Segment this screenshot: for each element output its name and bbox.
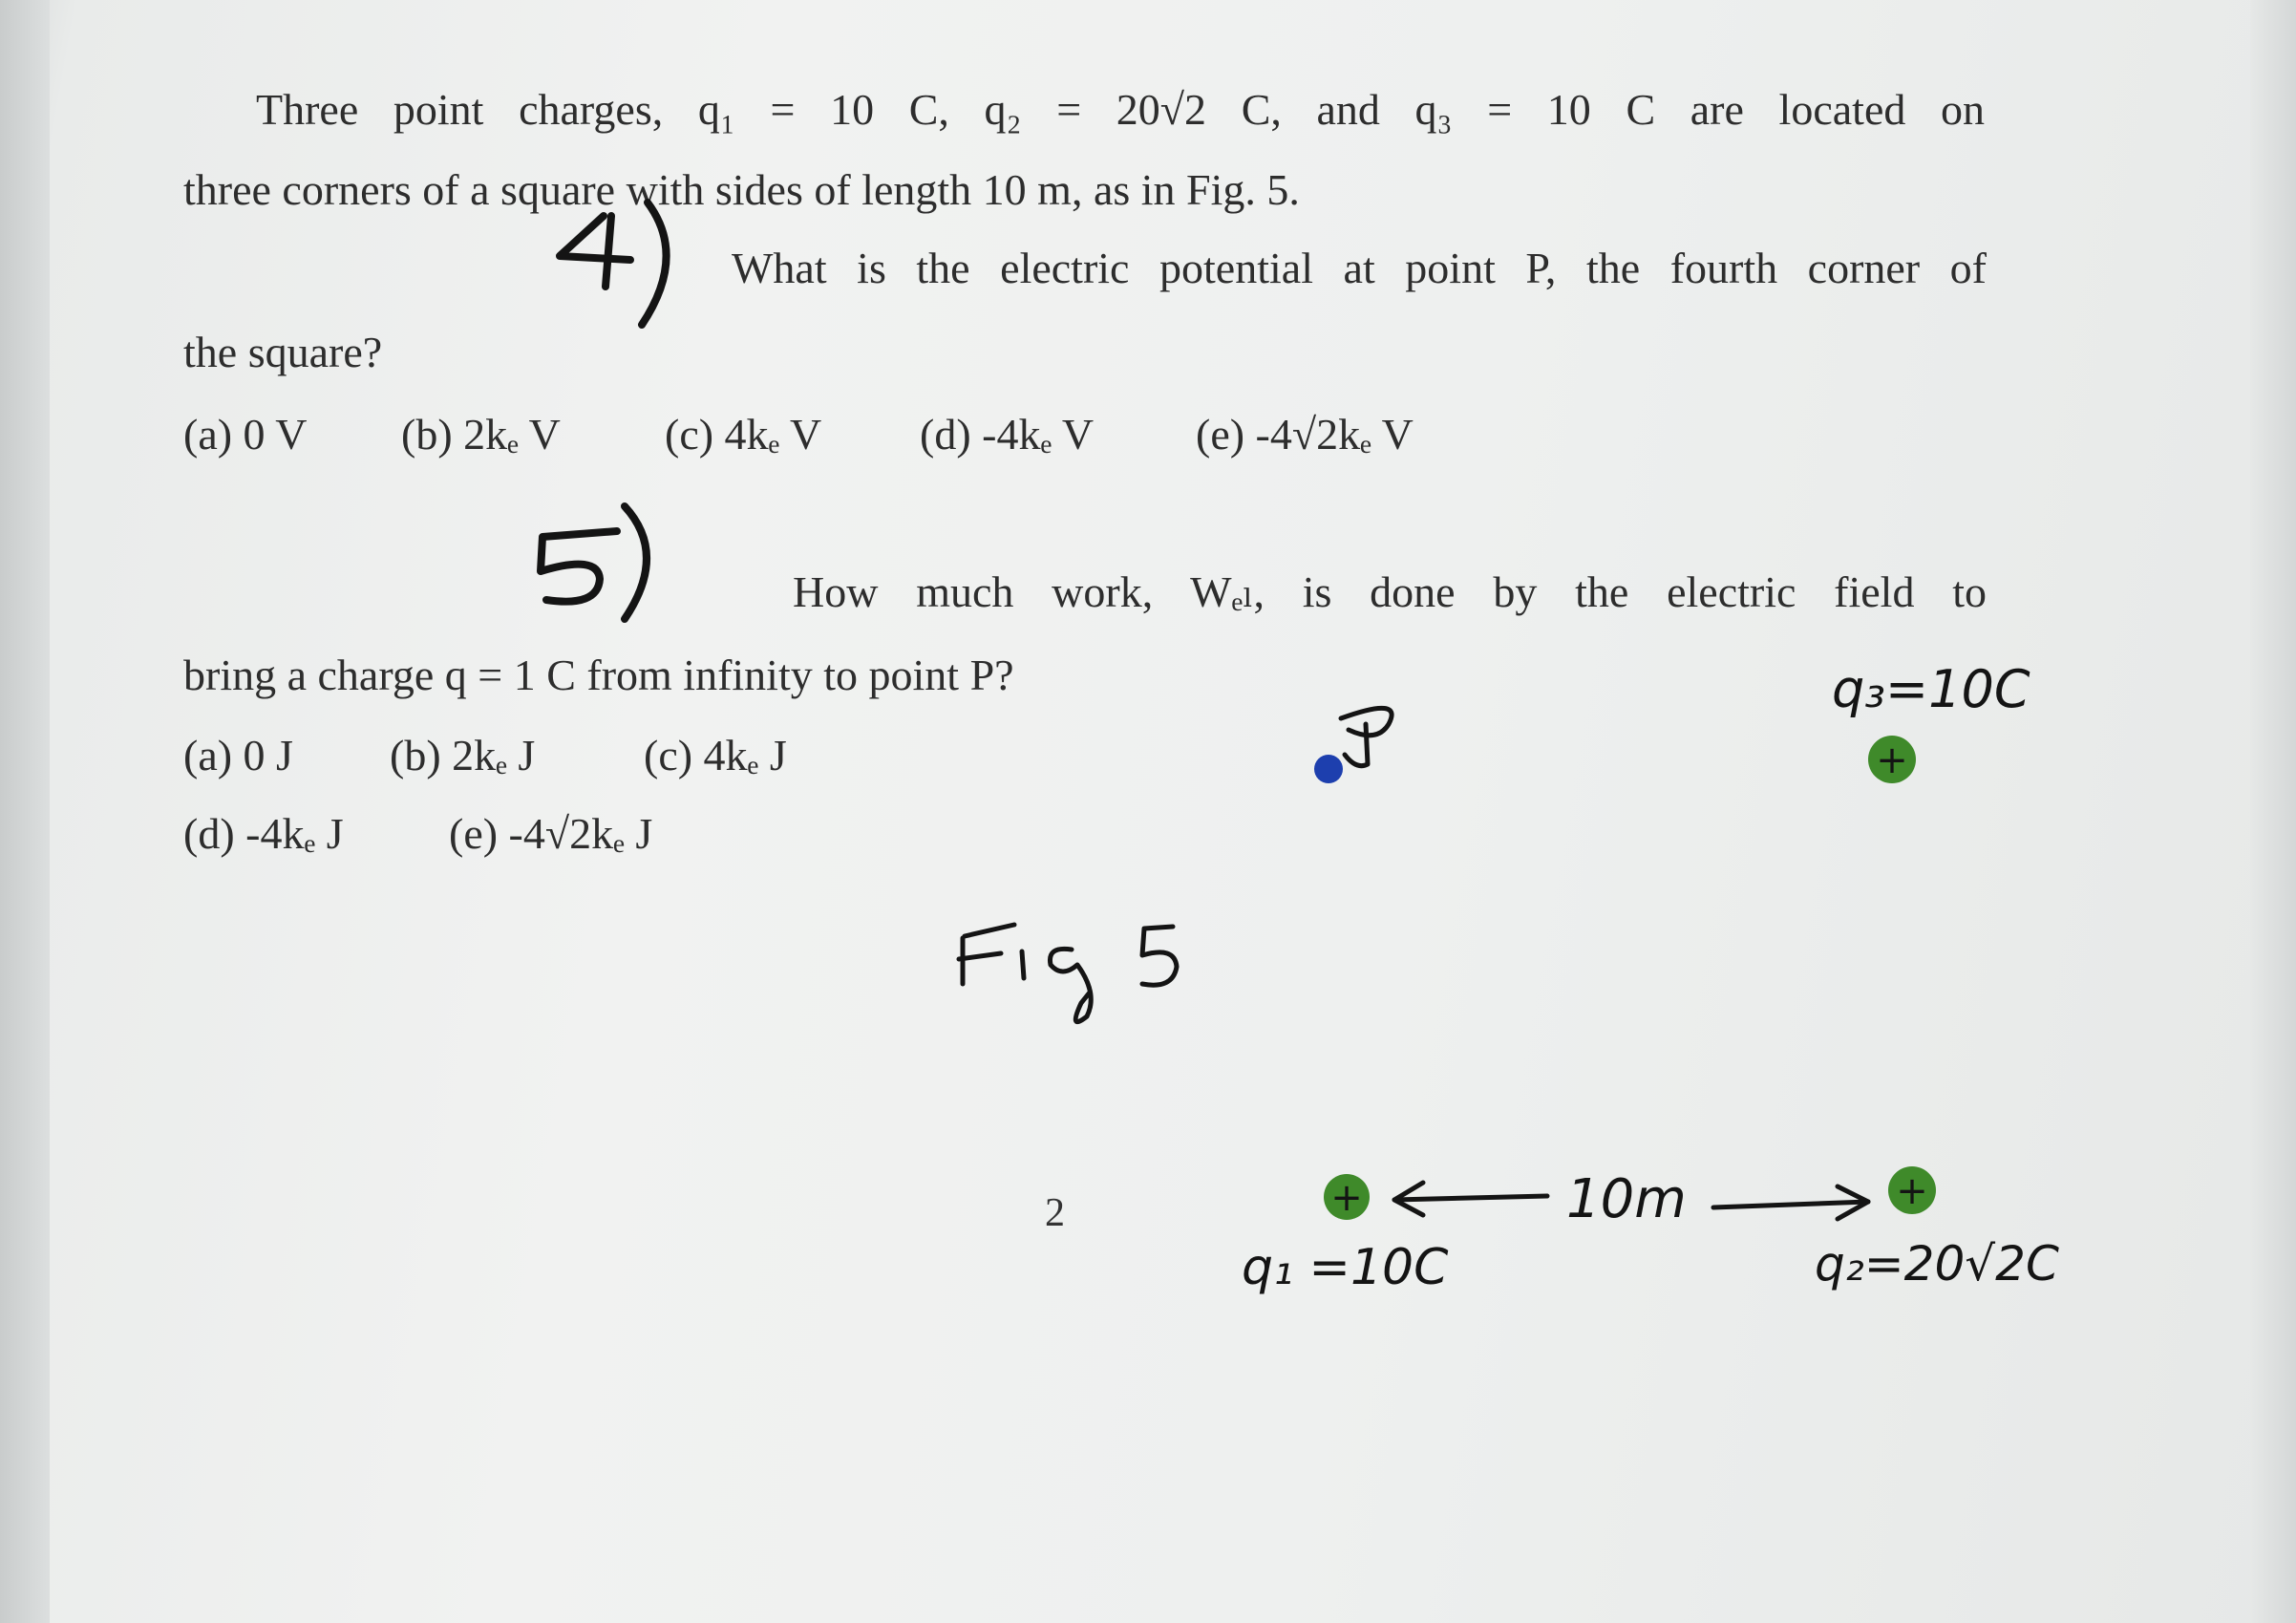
distance-arrow-right [1713,1186,1868,1219]
q1-label: q₁ =10C [1242,1239,1449,1296]
problem-intro-line2: three corners of a square with sides of length 10 m, as in Fig. 5. [183,165,1300,214]
point-p-label [1341,708,1392,765]
q3-label: q₃=10C [1832,659,2030,719]
q4-option-a: (a) 0 V [183,410,308,459]
q5-question-line2: bring a charge q = 1 C from infinity to point P? [183,651,1014,699]
point-p-marker [1314,755,1343,783]
distance-arrow-left [1394,1183,1547,1215]
q4-option-e: (e) -4√2kₑ V [1196,410,1414,459]
page-number: 2 [1045,1191,1065,1235]
figure-label-handwritten [959,925,1177,1022]
problem-intro-line1: Three point charges, q₁ = 10 C, q₂ = 20√2 C, and q₃ = 10 C are located on [256,85,1985,134]
q4-option-b: (b) 2kₑ V [401,410,561,459]
q5-option-b: (b) 2kₑ J [390,731,536,779]
q5-option-c: (c) 4kₑ J [644,731,787,779]
handwritten-number-5 [541,506,647,619]
q4-option-d: (d) -4kₑ V [920,410,1095,459]
handwritten-number-4 [560,203,667,325]
q2-label: q₂=20√2C [1815,1236,2059,1292]
q2-charge-sign: + [1896,1169,1928,1213]
q5-option-d: (d) -4kₑ J [183,809,344,858]
q4-question-line1: What is the electric potential at point P, the fourth corner of [732,244,1987,292]
q4-option-c: (c) 4kₑ V [665,410,822,459]
q4-question-line2: the square? [183,328,383,376]
q3-charge-sign: + [1876,738,1908,782]
distance-label: 10m [1566,1168,1687,1230]
q5-question-line1: How much work, Wₑₗ, is done by the electric field to [793,567,1987,616]
q1-charge-sign: + [1330,1176,1363,1220]
q5-option-e: (e) -4√2kₑ J [449,809,653,858]
q5-option-a: (a) 0 J [183,731,293,779]
